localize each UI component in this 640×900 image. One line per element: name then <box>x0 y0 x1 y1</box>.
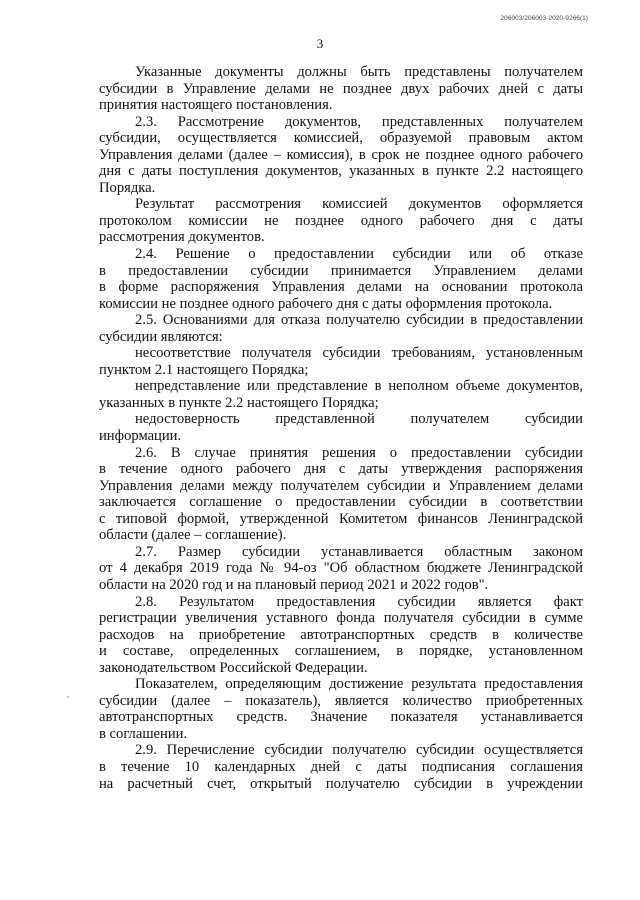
text-line: Указанные документы должны быть представлены получателем <box>135 64 583 80</box>
text-line: комиссии не позднее одного рабочего дня с даты оформления протокола. <box>99 295 553 312</box>
text-line: 2.9. Перечисление субсидии получателю субсидии осуществляется <box>135 742 583 759</box>
text-line: заключается соглашение о предоставлении субсидии в соответствии <box>99 494 583 511</box>
text-line: и составе, определенных соглашением, в порядке, установленном <box>99 643 583 660</box>
text-line: субсидии (далее – показатель), является количество приобретенных <box>99 692 583 709</box>
text-line: с типовой формой, утвержденной Комитетом финансов Ленинградской <box>99 510 583 527</box>
text-line: области (далее – соглашение). <box>99 527 287 544</box>
text-line: 2.3. Рассмотрение документов, представленных получателем <box>135 113 583 130</box>
text-line: 2.4. Решение о предоставлении субсидии или об отказе <box>135 246 583 263</box>
text-line: в предоставлении субсидии принимается Управлением делами <box>99 262 583 279</box>
text-line: недостоверность представленной получателем субсидии <box>135 411 583 428</box>
text-line: Результат рассмотрения комиссией документов оформляется <box>135 196 583 213</box>
text-line: Порядка. <box>99 179 156 196</box>
text-line: принятия настоящего постановления. <box>99 97 333 114</box>
text-line: пунктом 2.1 настоящего Порядка; <box>99 361 309 378</box>
text-line: указанных в пункте 2.2 настоящего Порядка; <box>99 394 379 411</box>
text-line: непредставление или представление в неполном объеме документов, <box>135 378 583 395</box>
text-line: субсидии являются: <box>99 328 223 345</box>
text-line: Управления делами между получателем субсидии и Управлением делами <box>99 477 583 494</box>
text-line: Управления делами (далее – комиссия), в срок не позднее одного рабочего <box>99 146 583 163</box>
text-line: Показателем, определяющим достижение результата предоставления <box>135 676 583 693</box>
document-body <box>99 64 583 792</box>
text-line: законодательством Российской Федерации. <box>99 659 368 676</box>
text-line: в соглашении. <box>99 725 188 742</box>
text-line: автотранспортных средств. Значение показателя устанавливается <box>99 709 583 726</box>
text-line: расходов на приобретение автотранспортных средств в количестве <box>99 626 583 643</box>
text-line: 2.6. В случае принятия решения о предоставлении субсидии <box>135 444 583 461</box>
text-line: 2.5. Основаниями для отказа получателю субсидии в предоставлении <box>135 312 583 329</box>
text-line: несоответствие получателя субсидии требованиям, установленным <box>135 345 583 362</box>
text-line: информации. <box>99 428 182 445</box>
text-line: субсидии, осуществляется комиссией, образуемой правовым актом <box>99 130 583 147</box>
text-line: регистрации увеличения уставного фонда получателя субсидии в сумме <box>99 610 583 627</box>
text-line: рассмотрения документов. <box>99 229 265 246</box>
text-line: субсидии в Управление делами не позднее двух рабочих дней с даты <box>99 80 583 97</box>
text-line: 2.7. Размер субсидии устанавливается областным законом <box>135 543 583 560</box>
text-line: области на 2020 год и на плановый период 2021 и 2022 годов". <box>99 576 489 593</box>
text-line: на расчетный счет, открытый получателю субсидии в учреждении <box>99 775 583 792</box>
text-line: дня с даты поступления документов, указанных в пункте 2.2 настоящего <box>99 163 583 180</box>
text-line: в течение 10 календарных дней с даты подписания соглашения <box>99 758 583 775</box>
text-line: протоколом комиссии не позднее одного рабочего дня с даты <box>99 212 583 229</box>
text-line: в форме распоряжения Управления делами на основании протокола <box>99 279 583 296</box>
document-id: 206003/206003-2020-9266(1) <box>500 15 588 22</box>
text-line: от 4 декабря 2019 года № 94-оз "Об областном бюджете Ленинградской <box>99 560 583 577</box>
scan-speck <box>67 696 69 698</box>
text-line: 2.8. Результатом предоставления субсидии является факт <box>135 593 583 610</box>
page-number: 3 <box>316 36 324 51</box>
text-line: в течение одного рабочего дня с даты утверждения распоряжения <box>99 461 583 478</box>
